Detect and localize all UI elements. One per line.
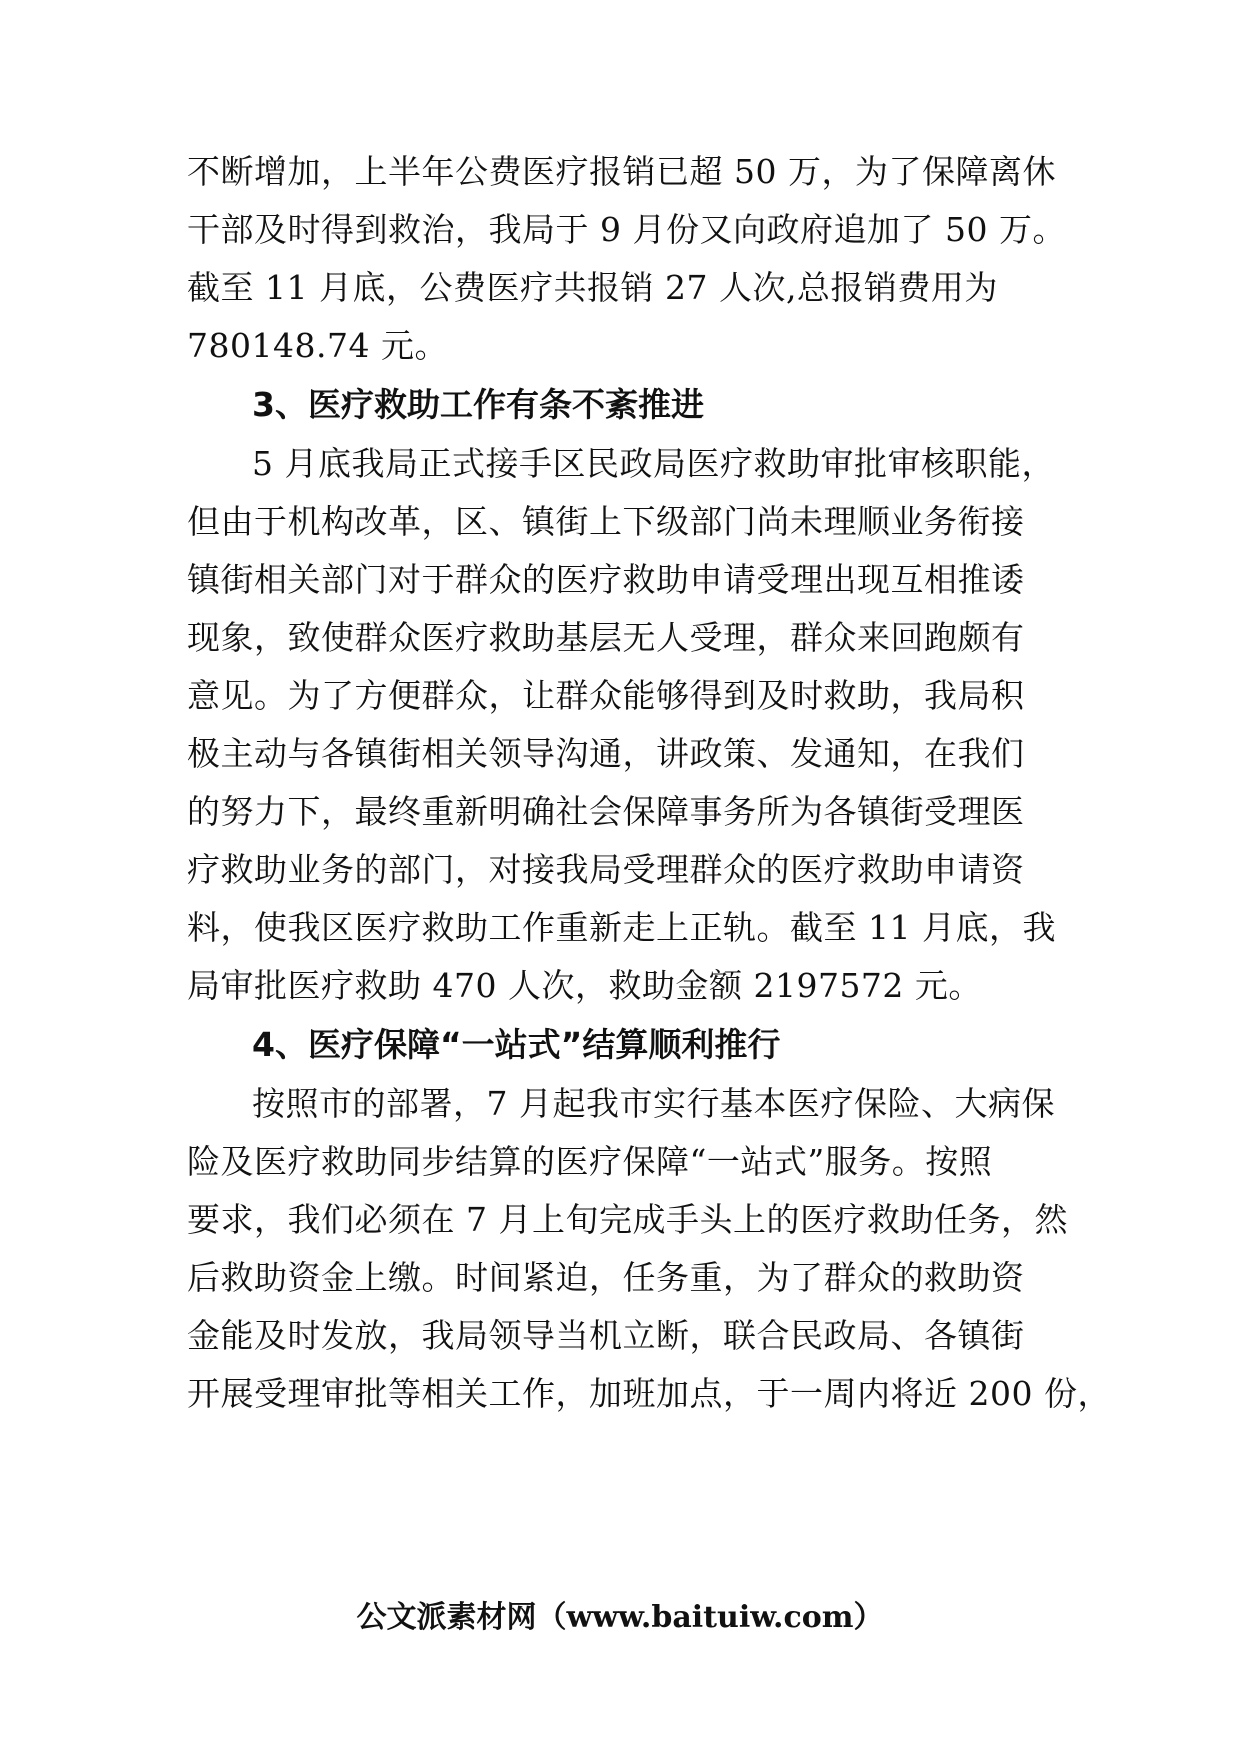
text-line: 按照市的部署，7 月起我市实行基本医疗保险、大病保	[252, 1084, 1055, 1123]
text-line: 截至 11 月底，公费医疗共报销 27 人次,总报销费用为	[187, 268, 998, 307]
text-line: 要求，我们必须在 7 月上旬完成手头上的医疗救助任务，然	[187, 1200, 1068, 1239]
section-heading-3: 3、医疗救助工作有条不紊推进	[252, 385, 704, 424]
text-line: 镇街相关部门对于群众的医疗救助申请受理出现互相推诿	[187, 560, 1025, 599]
text-line: 料，使我区医疗救助工作重新走上正轨。截至 11 月底，我	[187, 908, 1056, 947]
text-line: 开展受理审批等相关工作，加班加点，于一周内将近 200 份，	[187, 1374, 1111, 1413]
text-line: 疗救助业务的部门，对接我局受理群众的医疗救助申请资	[187, 850, 1025, 889]
text-line: 极主动与各镇街相关领导沟通，讲政策、发通知，在我们	[187, 734, 1025, 773]
text-line: 不断增加，上半年公费医疗报销已超 50 万，为了保障离休	[187, 152, 1056, 191]
text-line: 现象，致使群众医疗救助基层无人受理，群众来回跑颇有	[187, 618, 1025, 657]
text-line: 意见。为了方便群众，让群众能够得到及时救助，我局积	[187, 676, 1025, 715]
text-line: 干部及时得到救治，我局于 9 月份又向政府追加了 50 万。	[187, 210, 1066, 249]
section-heading-4: 4、医疗保障“一站式”结算顺利推行	[252, 1025, 781, 1064]
text-line: 但由于机构改革，区、镇街上下级部门尚未理顺业务衔接	[187, 502, 1025, 541]
text-line: 的努力下，最终重新明确社会保障事务所为各镇街受理医	[187, 792, 1025, 831]
text-line: 780148.74 元。	[187, 326, 448, 365]
text-line: 5 月底我局正式接手区民政局医疗救助审批审核职能，	[252, 444, 1055, 483]
text-line: 局审批医疗救助 470 人次，救助金额 2197572 元。	[187, 966, 982, 1005]
text-line: 金能及时发放，我局领导当机立断，联合民政局、各镇街	[187, 1316, 1025, 1355]
text-line: 险及医疗救助同步结算的医疗保障“一站式”服务。按照	[187, 1142, 993, 1181]
footer-source: 公文派素材网（www.baituiw.com）	[356, 1600, 884, 1635]
text-line: 后救助资金上缴。时间紧迫，任务重，为了群众的救助资	[187, 1258, 1025, 1297]
